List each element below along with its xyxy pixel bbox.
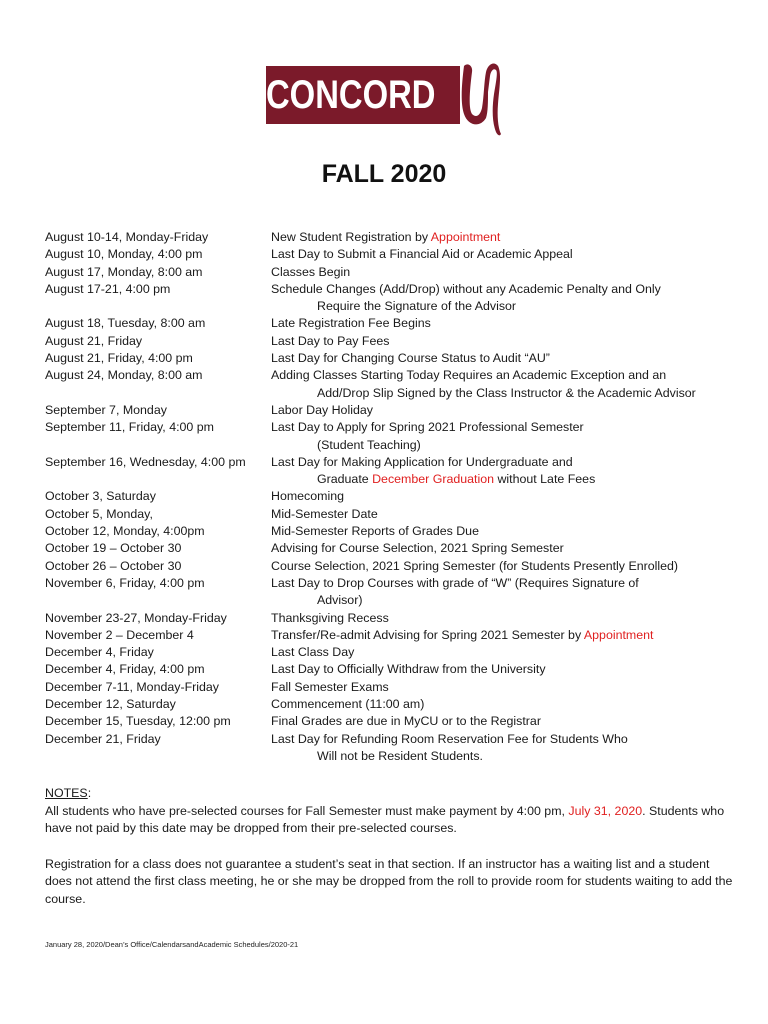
academic-schedule: [45, 229, 745, 765]
schedule-event-continuation: [45, 592, 745, 609]
schedule-date: August 24, Monday, 8:00 am: [45, 368, 203, 383]
schedule-row: [45, 402, 745, 419]
schedule-event: [271, 454, 573, 471]
schedule-event-text: Late Registration Fee Begins: [271, 316, 431, 331]
schedule-row: [45, 644, 745, 661]
schedule-row: [45, 713, 745, 730]
continuation-text: Advisor): [317, 593, 363, 608]
schedule-event: [271, 644, 354, 661]
schedule-event: [271, 264, 350, 281]
schedule-date: November 6, Friday, 4:00 pm: [45, 575, 205, 590]
continuation-text: Require the Signature of the Advisor: [317, 299, 517, 314]
schedule-event: [271, 679, 389, 696]
schedule-date: September 16, Wednesday, 4:00 pm: [45, 454, 246, 469]
notes-p1-deadline: July 31, 2020: [568, 803, 643, 818]
schedule-row: [45, 281, 745, 298]
schedule-event-text: Last Day to Drop Courses with grade of “W” (Requires Signature of: [271, 575, 639, 590]
schedule-event-text: Last Day to Submit a Financial Aid or Academic Appeal: [271, 247, 573, 262]
schedule-date: December 4, Friday: [45, 645, 154, 660]
schedule-event-text: Homecoming: [271, 489, 344, 504]
notes-p1-text-end: . Students who have not paid by this date may be dropped from their pre-selected courses.: [45, 803, 725, 836]
schedule-row: [45, 350, 745, 367]
schedule-event-text: Schedule Changes (Add/Drop) without any Academic Penalty and Only: [271, 281, 661, 296]
schedule-event: [271, 575, 639, 592]
schedule-event: [271, 523, 479, 540]
schedule-row: [45, 419, 745, 436]
schedule-event: [271, 246, 573, 263]
schedule-event: [271, 333, 389, 350]
schedule-event: [271, 558, 678, 575]
notes-heading-line: [45, 785, 735, 803]
schedule-date: August 18, Tuesday, 8:00 am: [45, 316, 206, 331]
concord-u-logo: [266, 62, 502, 138]
schedule-row: [45, 506, 745, 523]
schedule-event: [271, 367, 666, 384]
schedule-event-continuation: [45, 471, 745, 488]
schedule-event-text: Last Day for Refunding Room Reservation Fee for Students Who: [271, 731, 628, 746]
schedule-event: [271, 402, 373, 419]
schedule-date: October 26 – October 30: [45, 558, 182, 573]
schedule-date: November 2 – December 4: [45, 627, 194, 642]
logo-u-mark: [458, 62, 502, 138]
schedule-row: [45, 679, 745, 696]
schedule-date: October 12, Monday, 4:00pm: [45, 524, 205, 539]
schedule-event-text: Labor Day Holiday: [271, 402, 373, 417]
schedule-row: [45, 523, 745, 540]
schedule-event-text: Last Day for Changing Course Status to Audit “AU”: [271, 351, 550, 366]
schedule-row: [45, 558, 745, 575]
schedule-date: December 12, Saturday: [45, 697, 176, 712]
schedule-row: [45, 661, 745, 678]
schedule-event-text: Course Selection, 2021 Spring Semester (for Students Presently Enrolled): [271, 558, 679, 573]
schedule-event-continuation: [45, 298, 745, 315]
schedule-event-continuation: [45, 748, 745, 765]
schedule-row: [45, 696, 745, 713]
schedule-event: [271, 610, 389, 627]
schedule-event-highlight: Appointment: [583, 627, 654, 642]
schedule-row: [45, 333, 745, 350]
schedule-event-text: Mid-Semester Date: [271, 506, 378, 521]
schedule-date: August 10, Monday, 4:00 pm: [45, 247, 203, 262]
schedule-row: [45, 315, 745, 332]
schedule-event-text: Mid-Semester Reports of Grades Due: [271, 524, 479, 539]
schedule-date: August 10-14, Monday-Friday: [45, 230, 209, 244]
schedule-date: September 11, Friday, 4:00 pm: [45, 420, 214, 435]
schedule-date: December 4, Friday, 4:00 pm: [45, 662, 205, 677]
schedule-event-text: Final Grades are due in MyCU or to the Registrar: [271, 714, 541, 729]
schedule-date: December 7-11, Monday-Friday: [45, 679, 219, 694]
notes-paragraph-1: [45, 803, 735, 838]
schedule-event: [271, 696, 424, 713]
schedule-event: [271, 713, 541, 730]
schedule-row: [45, 488, 745, 505]
schedule-row: [45, 575, 745, 592]
schedule-event-text: Fall Semester Exams: [271, 679, 389, 694]
notes-heading: NOTES: [45, 786, 88, 800]
continuation-highlight: December Graduation: [372, 472, 495, 487]
schedule-event-text: Commencement (11:00 am): [271, 697, 425, 712]
schedule-event-text: Advising for Course Selection, 2021 Spring Semester: [271, 541, 564, 556]
continuation-text: Will not be Resident Students.: [317, 748, 483, 763]
schedule-row: [45, 454, 745, 471]
schedule-row: [45, 610, 745, 627]
footer-reference: January 28, 2020/Dean’s Office/CalendarsandAcademic Schedules/2020-21: [45, 940, 299, 949]
schedule-event-text: Classes Begin: [271, 264, 351, 279]
schedule-row: [45, 264, 745, 281]
schedule-row: [45, 731, 745, 748]
continuation-text: Add/Drop Slip Signed by the Class Instructor & the Academic Advisor: [317, 385, 696, 400]
schedule-event-continuation: [45, 385, 745, 402]
schedule-event: [271, 506, 378, 523]
schedule-event-text: Last Day to Pay Fees: [271, 333, 390, 348]
schedule-date: August 21, Friday: [45, 333, 143, 348]
page-title: FALL 2020: [321, 160, 447, 188]
schedule-date: August 17-21, 4:00 pm: [45, 281, 171, 296]
schedule-date: October 5, Monday,: [45, 506, 153, 521]
schedule-row: [45, 246, 745, 263]
continuation-text: (Student Teaching): [317, 437, 421, 452]
schedule-event: [271, 627, 653, 644]
logo-wordmark: CONCORD: [266, 73, 436, 117]
schedule-date: December 15, Tuesday, 12:00 pm: [45, 714, 231, 729]
schedule-event: [271, 488, 344, 505]
schedule-row: [45, 540, 745, 557]
schedule-date: November 23-27, Monday-Friday: [45, 610, 227, 625]
schedule-event: [271, 731, 628, 748]
schedule-date: August 21, Friday, 4:00 pm: [45, 351, 193, 366]
schedule-event-text: Last Day to Officially Withdraw from the University: [271, 662, 546, 677]
schedule-row: [45, 229, 745, 246]
schedule-date: December 21, Friday: [45, 731, 161, 746]
notes-heading-colon: :: [87, 786, 92, 800]
schedule-event: [271, 350, 550, 367]
schedule-event-continuation: [45, 437, 745, 454]
schedule-event-text: New Student Registration by: [271, 230, 431, 244]
notes-paragraph-2: Registration for a class does not guarantee a student’s seat in that section. If an instructor has a waiting list and a student does not attend the first class meeting, he or she may be dropped from the roll to provide room for students waiting to add the course.: [45, 856, 733, 906]
schedule-event: [271, 540, 564, 557]
continuation-text: without Late Fees: [494, 472, 596, 487]
schedule-event-text: Last Class Day: [271, 645, 355, 660]
schedule-date: October 3, Saturday: [45, 489, 156, 504]
schedule-event-highlight: Appointment: [430, 230, 501, 244]
schedule-event: [271, 315, 431, 332]
schedule-event-text: Last Day for Making Application for Undergraduate and: [271, 454, 573, 469]
schedule-date: October 19 – October 30: [45, 541, 182, 556]
schedule-event-text: Thanksgiving Recess: [271, 610, 389, 625]
schedule-date: August 17, Monday, 8:00 am: [45, 264, 203, 279]
notes-section: [45, 785, 735, 909]
schedule-event: [271, 419, 584, 436]
schedule-event-text: Transfer/Re-admit Advising for Spring 2021 Semester by: [271, 627, 584, 642]
schedule-event: [271, 661, 546, 678]
schedule-event-text: Adding Classes Starting Today Requires an Academic Exception and an: [271, 368, 667, 383]
schedule-row: [45, 367, 745, 384]
schedule-date: September 7, Monday: [45, 402, 167, 417]
schedule-row: [45, 627, 745, 644]
schedule-event-text: Last Day to Apply for Spring 2021 Professional Semester: [271, 420, 584, 435]
schedule-event: [271, 229, 500, 246]
continuation-text: Graduate: [317, 472, 373, 487]
notes-p1-text: All students who have pre-selected courses for Fall Semester must make payment by 4:00 pm,: [45, 803, 569, 818]
schedule-event: [271, 281, 661, 298]
